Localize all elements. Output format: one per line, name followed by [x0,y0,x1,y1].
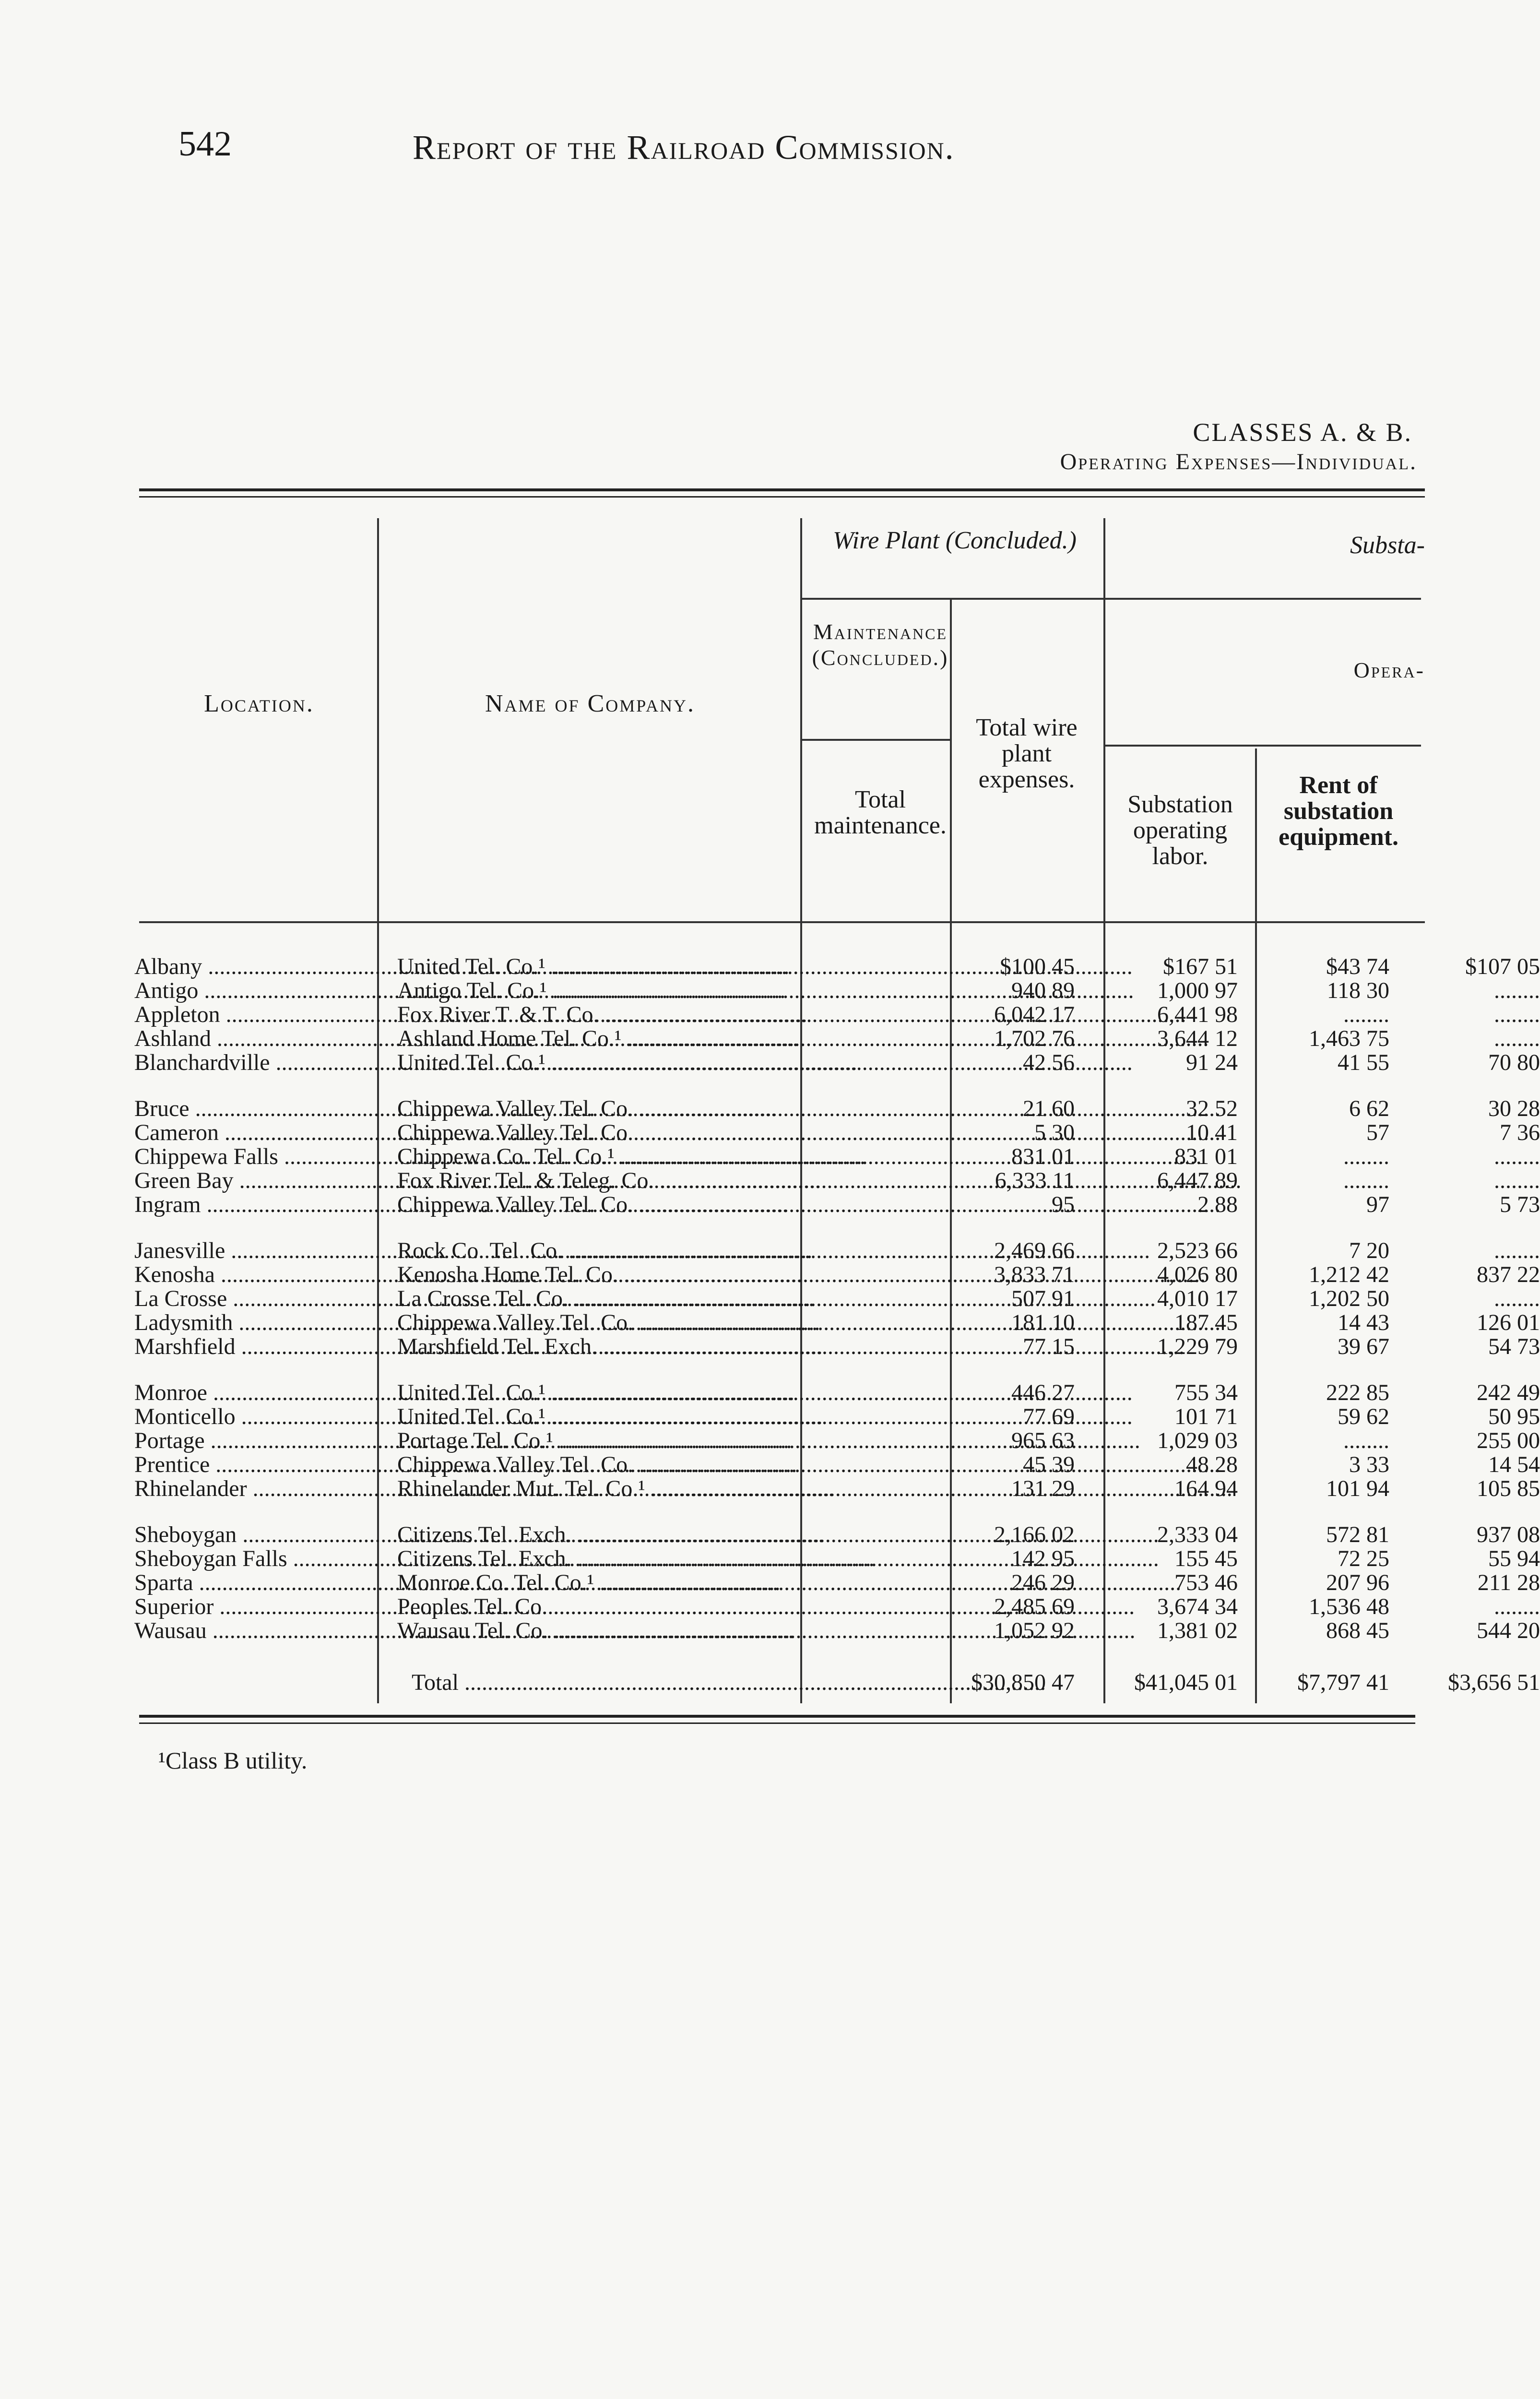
total-maintenance-cell: 2,469 66 [994,1238,1075,1263]
table-row [134,1594,1540,1619]
rent-cell: 211 28 [1477,1570,1540,1595]
company-cell: Chippewa Valley Tel. Co. ..... [397,1311,920,1335]
total-wire-cell: 91 24 [1186,1050,1238,1075]
table-row [134,954,1540,979]
total-wire-cell: $167 51 [1163,954,1238,979]
substation-labor-cell: ........ [1343,1002,1389,1027]
col-total-wire: Total wire plant expenses. [976,714,1078,793]
total-wire-cell: 48 28 [1186,1452,1238,1477]
location-cell: Green Bay ..... [134,1169,374,1193]
location-cell: Albany ..... [134,955,374,979]
total-maintenance-cell: 831 01 [1011,1144,1075,1169]
total-maint: $30,850 47 [971,1670,1075,1695]
substation-labor-cell: 101 94 [1326,1476,1389,1501]
total-maintenance-cell: 2,485 69 [994,1594,1075,1619]
substation-labor-cell: 207 96 [1326,1570,1389,1595]
company-cell: Chippewa Valley Tel. Co. ..... [397,1097,920,1121]
total-maintenance-cell: 965 63 [1011,1428,1075,1453]
classes-heading: CLASSES A. & B. [1193,418,1412,447]
rent-cell: ........ [1494,1026,1540,1051]
table-row [134,1286,1540,1311]
page-number: 542 [178,124,232,164]
total-maintenance-cell: 446 27 [1011,1380,1075,1405]
company-cell: Chippewa Valley Tel. Co. ..... [397,1193,920,1217]
total-wire-cell: 1,029 03 [1157,1428,1238,1453]
total-maintenance-cell: 45 39 [1023,1452,1075,1477]
location-cell: Rhinelander ..... [134,1477,374,1501]
rent-cell: 544 20 [1477,1618,1540,1643]
total-wire-cell: 3,674 34 [1157,1594,1238,1619]
rent-cell: ........ [1494,978,1540,1003]
location-cell: Sparta ..... [134,1571,374,1595]
table-row [134,1618,1540,1643]
substation-labor-cell: ........ [1343,1168,1389,1193]
table-row [134,1168,1540,1193]
company-cell: Kenosha Home Tel. Co. ..... [397,1263,920,1287]
location-cell: Ashland ..... [134,1027,374,1051]
substation-labor-cell: 7 20 [1349,1238,1389,1263]
total-wire-cell: 1,000 97 [1157,978,1238,1003]
total-maintenance-cell: 95 [1052,1192,1075,1217]
total-maintenance-cell: 940 89 [1011,978,1075,1003]
rent-cell: 5 73 [1500,1192,1540,1217]
table-row [134,1546,1540,1571]
substation-labor-cell: 97 [1366,1192,1389,1217]
total-maintenance-cell: 6,333 11 [995,1168,1075,1193]
substation-labor-cell: 41 55 [1338,1050,1389,1075]
total-rent: $3,656 51 [1448,1670,1540,1695]
col-total-maintenance: Total maintenance. [814,786,947,839]
top-rule-thin [139,496,1425,498]
total-maintenance-cell: 21 60 [1023,1096,1075,1121]
rent-cell: 255 00 [1477,1428,1540,1453]
total-wire-cell: 10 41 [1186,1120,1238,1145]
location-cell: Blanchardville ..... [134,1051,374,1075]
location-cell: Appleton ..... [134,1003,374,1027]
table-row [134,1002,1540,1027]
company-cell: Portage Tel. Co.¹ ..... [397,1429,920,1453]
rent-cell: 7 36 [1500,1120,1540,1145]
substation-labor-cell: 59 62 [1338,1404,1389,1429]
total-wire-cell: 3,644 12 [1157,1026,1238,1051]
substation-labor-cell: 1,212 42 [1309,1262,1389,1287]
company-cell: Fox River Tel. & Teleg. Co. ..... [397,1169,920,1193]
location-cell: Sheboygan ..... [134,1523,374,1547]
location-cell: Cameron ..... [134,1121,374,1145]
footnote: ¹Class B utility. [158,1747,308,1774]
total-wire-cell: 4,010 17 [1157,1286,1238,1311]
company-cell: Rock Co. Tel. Co. ..... [397,1239,920,1263]
total-wire-cell: 2 88 [1197,1192,1238,1217]
substation-labor-cell: 222 85 [1326,1380,1389,1405]
company-cell: United Tel. Co.¹ ..... [397,955,920,979]
substation-labor-cell: 1,463 75 [1309,1026,1389,1051]
total-wire-cell: 755 34 [1174,1380,1238,1405]
substation-labor-cell: 868 45 [1326,1618,1389,1643]
header-bottom-rule [139,921,1425,923]
total-maintenance-cell: 246 29 [1011,1570,1075,1595]
total-maintenance-cell: 142 95 [1011,1546,1075,1571]
total-wire: $41,045 01 [1134,1670,1238,1695]
company-cell: Citizens Tel. Exch. ..... [397,1523,920,1547]
substation-labor-cell: 72 25 [1338,1546,1389,1571]
location-cell: Bruce ..... [134,1097,374,1121]
rent-cell: ........ [1494,1168,1540,1193]
total-maintenance-cell: 77 69 [1023,1404,1075,1429]
location-cell: Kenosha ..... [134,1263,374,1287]
company-cell: Monroe Co. Tel. Co.¹ ..... [397,1571,920,1595]
total-wire-cell: 753 46 [1174,1570,1238,1595]
substation-labor-cell: 118 30 [1327,978,1389,1003]
total-wire-cell: 1,229 79 [1157,1334,1238,1359]
table-row [134,1120,1540,1145]
hline-maint-group [801,739,950,741]
rent-cell: 937 08 [1477,1522,1540,1547]
group-opera: Opera- [1353,658,1425,682]
rent-cell: 242 49 [1477,1380,1540,1405]
location-cell: Chippewa Falls ..... [134,1145,374,1169]
running-title: Report of the Railroad Commission. [413,128,955,166]
bottom-rule [139,1715,1415,1718]
location-cell: Antigo ..... [134,979,374,1003]
total-maintenance-cell: 131 29 [1011,1476,1075,1501]
col-rent: Rent of substation equipment. [1279,772,1398,851]
substation-labor-cell: 39 67 [1338,1334,1389,1359]
rent-cell: 55 94 [1488,1546,1540,1571]
company-cell: Ashland Home Tel. Co.¹ ..... [397,1027,920,1051]
rent-cell: 30 28 [1488,1096,1540,1121]
substation-labor-cell: 572 81 [1326,1522,1389,1547]
location-cell: Prentice ..... [134,1453,374,1477]
company-cell: United Tel. Co.¹ ..... [397,1051,920,1075]
substation-labor-cell: 14 43 [1338,1310,1389,1335]
company-cell: United Tel. Co.¹ ..... [397,1381,920,1405]
rent-cell: 50 95 [1488,1404,1540,1429]
total-maintenance-cell: 42 56 [1023,1050,1075,1075]
substation-labor-cell: ........ [1343,1144,1389,1169]
location-cell: Ingram ..... [134,1193,374,1217]
rent-cell: 126 01 [1477,1310,1540,1335]
table-row [134,1050,1540,1075]
company-cell: La Crosse Tel. Co. ..... [397,1287,920,1311]
location-cell: Monroe ..... [134,1381,374,1405]
company-cell: Chippewa Valley Tel. Co. ..... [397,1121,920,1145]
group-substa: Substa- [1350,532,1425,559]
total-wire-cell: 2,523 66 [1157,1238,1238,1263]
company-cell: Wausau Tel. Co. ..... [397,1619,920,1643]
rent-cell: ........ [1494,1286,1540,1311]
substation-labor-cell: 57 [1366,1120,1389,1145]
table-row [134,1452,1540,1477]
col-company: Name of Company. [485,690,695,717]
location-cell: Janesville ..... [134,1239,374,1263]
company-cell: Fox River T. & T. Co. ..... [397,1003,920,1027]
total-wire-cell: 155 45 [1174,1546,1238,1571]
rent-cell: 105 85 [1477,1476,1540,1501]
total-wire-cell: 2,333 04 [1157,1522,1238,1547]
company-cell: Antigo Tel. Co.¹ ..... [397,979,920,1003]
table-row [134,1570,1540,1595]
total-wire-cell: 187 45 [1174,1310,1238,1335]
substation-labor-cell: 1,202 50 [1309,1286,1389,1311]
total-maintenance-cell: 1,052 92 [994,1618,1075,1643]
total-maintenance-cell: 181 10 [1011,1310,1075,1335]
table-row [134,1428,1540,1453]
rent-cell: ........ [1494,1594,1540,1619]
table-row [134,1476,1540,1501]
table-row [134,1096,1540,1121]
hline-substa-group [1104,598,1421,600]
top-rule [139,488,1425,491]
rent-cell: ........ [1494,1144,1540,1169]
substation-labor-cell: $43 74 [1326,954,1389,979]
substation-labor-cell: 3 33 [1349,1452,1389,1477]
total-maintenance-cell: 5 30 [1034,1120,1075,1145]
rent-cell: 70 80 [1488,1050,1540,1075]
total-wire-cell: 4,026 80 [1157,1262,1238,1287]
rent-cell: $107 05 [1465,954,1540,979]
total-label: Total ..... [397,1671,920,1695]
location-cell: Superior ..... [134,1595,374,1619]
company-cell: Marshfield Tel. Exch. ..... [397,1335,920,1359]
substation-labor-cell: 6 62 [1349,1096,1389,1121]
total-wire-cell: 1,381 02 [1157,1618,1238,1643]
total-maintenance-cell: $100 45 [1000,954,1075,979]
total-maintenance-cell: 6,042 17 [994,1002,1075,1027]
total-maintenance-cell: 3,833 71 [994,1262,1075,1287]
total-maintenance-cell: 2,166 02 [994,1522,1075,1547]
company-cell: Chippewa Valley Tel. Co. ..... [397,1453,920,1477]
company-cell: Chippewa Co. Tel. Co.¹ ..... [397,1145,920,1169]
table-row [134,1238,1540,1263]
table-row [134,1380,1540,1405]
rent-cell: 837 22 [1477,1262,1540,1287]
location-cell: Portage ..... [134,1429,374,1453]
company-cell: United Tel. Co.¹ ..... [397,1405,920,1429]
section-heading: Operating Expenses—Individual. [1060,449,1417,475]
hline-opera-group [1104,745,1421,747]
rent-cell: 14 54 [1488,1452,1540,1477]
rent-cell: ........ [1494,1002,1540,1027]
substation-labor-cell: ........ [1343,1428,1389,1453]
total-wire-cell: 164 94 [1174,1476,1238,1501]
total-wire-cell: 6,447 89 [1157,1168,1238,1193]
total-wire-cell: 101 71 [1174,1404,1238,1429]
company-cell: Citizens Tel. Exch. ..... [397,1547,920,1571]
substation-labor-cell: 1,536 48 [1309,1594,1389,1619]
table-row [134,1522,1540,1547]
table-row [134,1144,1540,1169]
table-row [134,978,1540,1003]
total-substation-labor: $7,797 41 [1297,1670,1389,1695]
location-cell: Ladysmith ..... [134,1311,374,1335]
company-cell: Rhinelander Mut. Tel. Co.¹ ..... [397,1477,920,1501]
hline-wire-group [801,598,1103,600]
location-cell: Wausau ..... [134,1619,374,1643]
rent-cell: 54 73 [1488,1334,1540,1359]
table-row [134,1404,1540,1429]
total-row [134,1670,1540,1695]
total-wire-cell: 831 01 [1174,1144,1238,1169]
location-cell: Monticello ..... [134,1405,374,1429]
bottom-rule-thin [139,1722,1415,1724]
col-substation-labor: Substation operating labor. [1127,791,1233,870]
company-cell: Peoples Tel. Co. ..... [397,1595,920,1619]
total-wire-cell: 32 52 [1186,1096,1238,1121]
rent-cell: ........ [1494,1238,1540,1263]
table-row [134,1334,1540,1359]
group-wire-plant: Wire Plant (Concluded.) [833,527,1077,554]
table-row [134,1262,1540,1287]
location-cell: Marshfield ..... [134,1335,374,1359]
total-maintenance-cell: 1,702 76 [994,1026,1075,1051]
total-maintenance-cell: 507 91 [1011,1286,1075,1311]
col-location: Location. [204,690,314,717]
table-row [134,1310,1540,1335]
table-row [134,1192,1540,1217]
table-row [134,1026,1540,1051]
group-maintenance: Maintenance (Concluded.) [812,619,949,670]
total-maintenance-cell: 77 15 [1023,1334,1075,1359]
location-cell: La Crosse ..... [134,1287,374,1311]
location-cell: Sheboygan Falls ..... [134,1547,374,1571]
total-wire-cell: 6,441 98 [1157,1002,1238,1027]
